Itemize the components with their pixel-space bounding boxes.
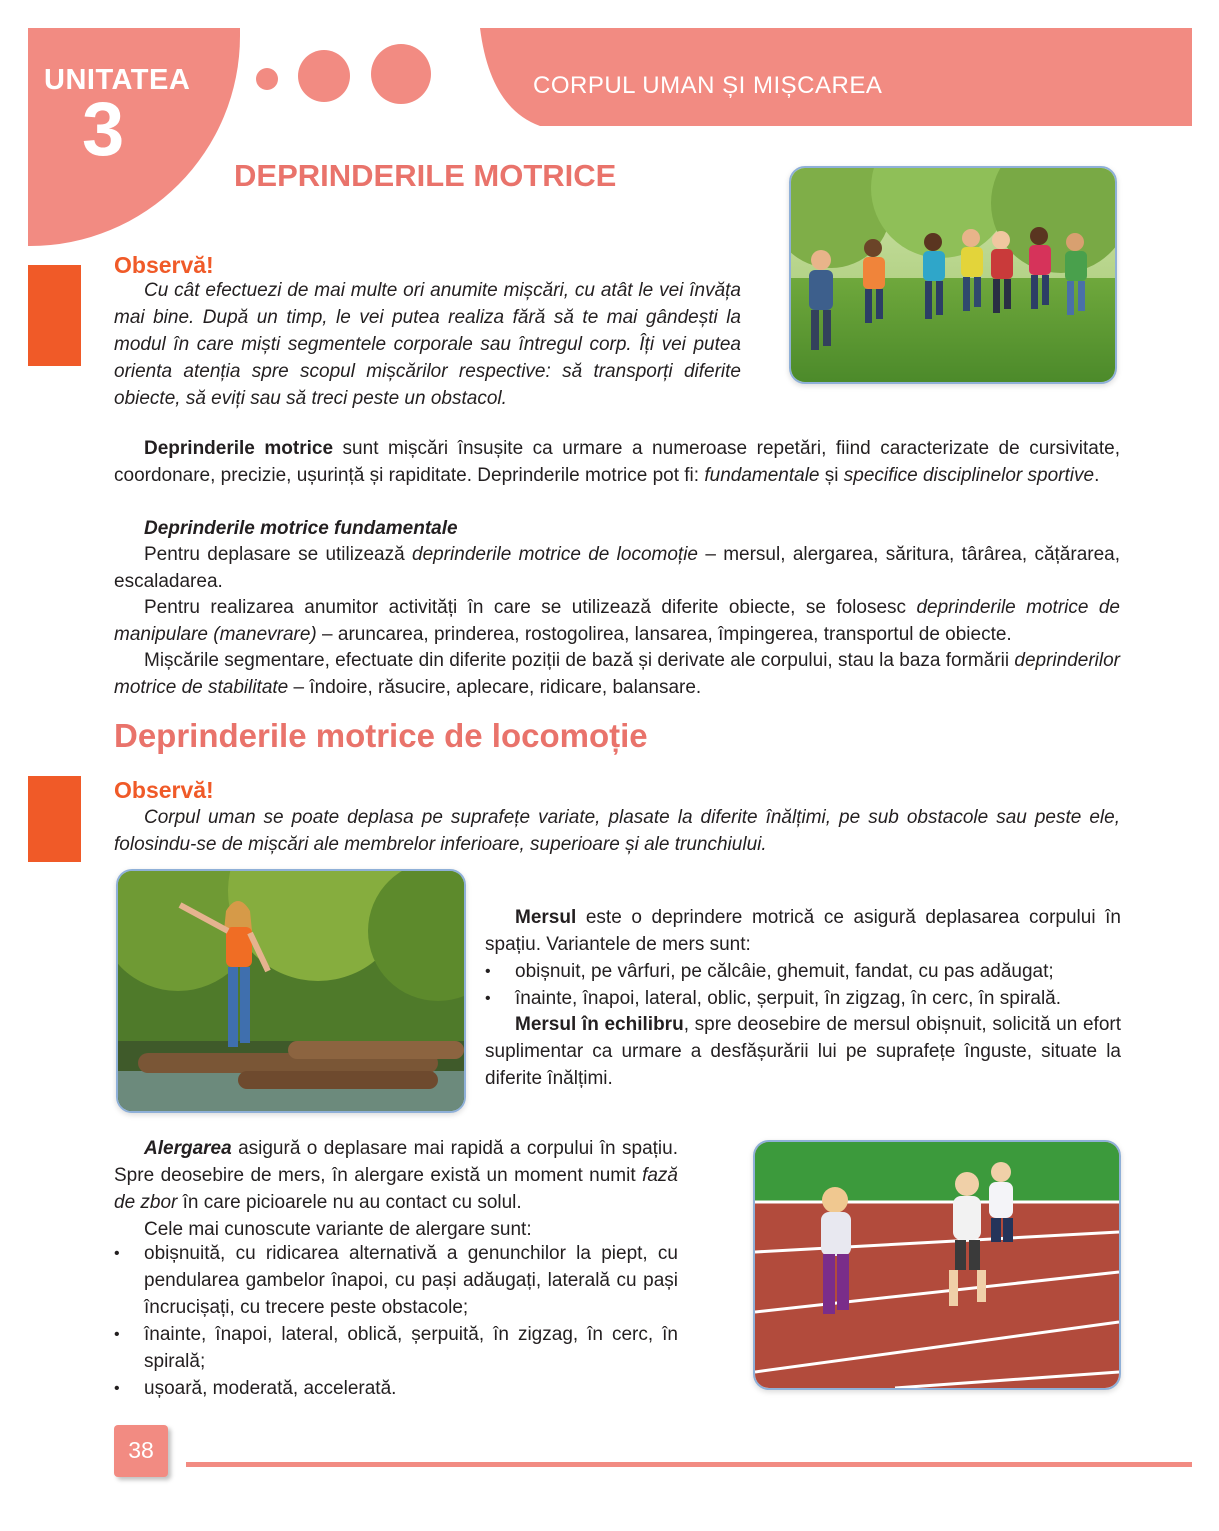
- observe-marker-2: [28, 776, 81, 862]
- balance-walk-text: , spre deosebire de mersul obișnuit, solicită un efort suplimentar ca urmare a desfășurării lui pe suprafețe înguste, situate la diferite înălțimi.: [485, 1014, 1121, 1089]
- stability-text-b: – îndoire, răsucire, aplecare, ridicare, balansare.: [288, 677, 702, 698]
- chapter-title: CORPUL UMAN ȘI MIȘCAREA: [533, 72, 883, 99]
- term-walking: Mersul: [515, 907, 577, 928]
- unit-label: UNITATEA: [44, 64, 191, 96]
- footer-rule: [186, 1462, 1192, 1467]
- observe-label-1: Observă!: [114, 252, 214, 278]
- balance-walk-paragraph: [485, 1011, 1121, 1092]
- decor-dot-small: [256, 68, 278, 90]
- conjunction: și: [819, 465, 844, 486]
- term-manipulation: deprinderile motrice de manipulare (manevrare): [114, 597, 1121, 645]
- term-sport-specific: specifice disciplinelor sportive: [843, 465, 1095, 486]
- motor-skills-definition: [114, 435, 1120, 489]
- kids-track-photo: [753, 1140, 1121, 1390]
- locomotion-text-a: Pentru deplasare se utilizează: [144, 544, 412, 565]
- decor-dot-large: [371, 44, 431, 104]
- balance-walk-illustration: [118, 871, 464, 1111]
- page-number: 38: [128, 1437, 154, 1463]
- running-intro: [114, 1135, 678, 1216]
- unit-number: 3: [82, 87, 125, 172]
- unit-badge: [28, 28, 240, 246]
- running-variants-intro: Cele mai cunoscute variante de alergare sunt:: [144, 1219, 532, 1240]
- observe-text-1: Cu cât efectuezi de mai multe ori anumite mișcări, cu atât le vei învăța mai bine. După un timp, le vei putea realiza fără să te mai gândești la modul în care miști segmentele corporale sau întregul corp. Îți vei putea orienta atenția spre scopul mișcărilor respective: să transporți diferite obiecte, să eviți sau să treci peste un obstacol.: [114, 280, 741, 409]
- track-running-illustration: [755, 1142, 1119, 1388]
- list-item: • ușoară, moderată, accelerată.: [114, 1375, 678, 1402]
- list-item: • înainte, înapoi, lateral, oblică, șerpuită, în zigzag, în cerc, în spirală;: [114, 1321, 678, 1375]
- walking-intro: [485, 904, 1121, 958]
- term-balance-walk: Mersul în echilibru: [515, 1014, 684, 1035]
- term-locomotion: deprinderile motrice de locomoție: [412, 544, 698, 565]
- term-flight-phase: fază de zbor: [114, 1165, 678, 1213]
- list-item: • obișnuită, cu ridicarea alternativă a genunchilor la piept, cu pendularea gambelor înapoi, cu pași adăugați, laterală cu pași încrucișați, cu trecere peste obstacole;: [114, 1240, 678, 1321]
- definition-text: sunt mișcări însușite ca urmare a numeroase repetări, fiind caracterizate de cursivitate, coordonare, precizie, ușurință și rapiditate. Deprinderile motrice pot fi:: [114, 438, 1120, 486]
- term-stability: deprinderilor motrice de stabilitate: [114, 650, 1120, 698]
- running-variants-list: [114, 1240, 678, 1402]
- locomotion-text-b: – mersul, alergarea, săritura, târârea, cățărarea, escaladarea.: [114, 544, 1120, 592]
- stability-paragraph: [114, 647, 1120, 701]
- observe-marker-1: [28, 265, 81, 366]
- decor-dot-medium: [298, 50, 350, 102]
- walking-intro-text: este o deprindere motrică ce asigură deplasarea corpului în spațiu. Variantele de mers sunt:: [485, 907, 1121, 955]
- chapter-banner-curve: [470, 28, 540, 126]
- term-running: Alergarea: [144, 1138, 232, 1159]
- period: .: [1094, 465, 1100, 486]
- children-running-photo: [789, 166, 1117, 384]
- manipulation-text-b: – aruncarea, prinderea, rostogolirea, lansarea, împingerea, transportul de obiecte.: [316, 624, 1012, 645]
- term-fundamental: fundamentale: [704, 465, 820, 486]
- manipulation-text-a: Pentru realizarea anumitor activități în care se utilizează diferite obiecte, se folosesc: [144, 597, 917, 618]
- walking-variants-list: [485, 958, 1121, 1012]
- list-item: • înainte, înapoi, lateral, oblic, șerpuit, în zigzag, în cerc, în spirală.: [485, 985, 1121, 1012]
- locomotion-paragraph: [114, 541, 1120, 595]
- observe-text-2: Corpul uman se poate deplasa pe suprafețe variate, plasate la diferite înălțimi, pe sub obstacole sau peste ele, folosindu-se de mișcări ale membrelor inferioare, superioare și ale trunchiului.: [114, 807, 1120, 855]
- term-motor-skills: Deprinderile motrice: [144, 438, 334, 459]
- manipulation-paragraph: [114, 594, 1120, 648]
- stability-text-a: Mișcările segmentare, efectuate din diferite poziții de bază și derivate ale corpului, stau la baza formării: [144, 650, 1015, 671]
- children-running-illustration: [791, 168, 1115, 382]
- subheading-text: Deprinderile motrice fundamentale: [144, 518, 458, 539]
- lesson-title: DEPRINDERILE MOTRICE: [234, 158, 617, 193]
- fundamental-skills-subheading: [114, 515, 1120, 542]
- locomotion-heading: Deprinderile motrice de locomoție: [114, 717, 648, 754]
- running-text-b: în care picioarele nu au contact cu solul.: [177, 1192, 522, 1213]
- list-item: • obișnuit, pe vârfuri, pe călcâie, ghemuit, fandat, cu pas adăugat;: [485, 958, 1121, 985]
- running-text-a: asigură o deplasare mai rapidă a corpului în spațiu. Spre deosebire de mers, în alergare există un moment numit: [114, 1138, 678, 1186]
- observe-label-2: Observă!: [114, 777, 214, 803]
- girl-balancing-photo: [116, 869, 466, 1113]
